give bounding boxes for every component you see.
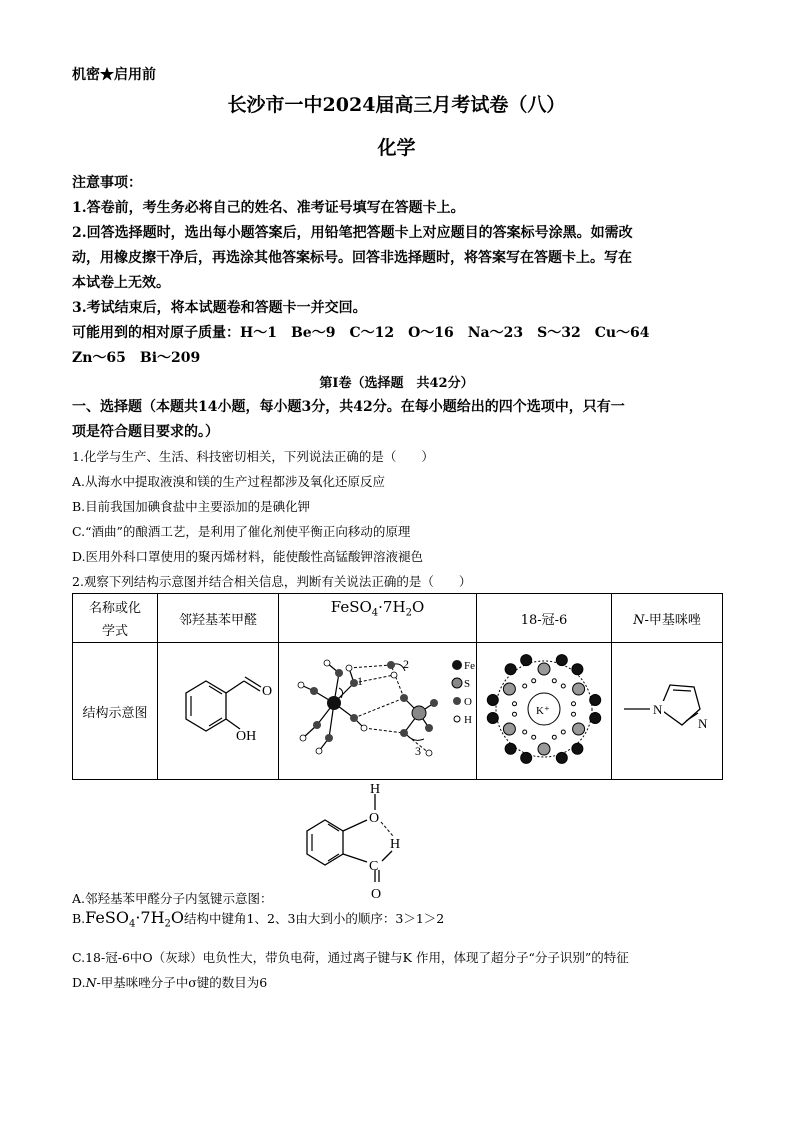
- section-intro-line2: 项是符合题目要求的。）: [72, 424, 219, 440]
- note-3: 3.考试结束后，将本试题卷和答题卡一并交回。: [72, 300, 367, 316]
- q2-d-italic: N: [85, 975, 97, 990]
- crown-carbon-atom: [556, 752, 567, 763]
- note-1: 1.答卷前，考生务必将自己的姓名、准考证号填写在答题卡上。: [72, 200, 465, 216]
- cell-salicylaldehyde-structure: [158, 643, 279, 780]
- q2-d-prefix: D.: [72, 975, 86, 990]
- q2-d-rest: -甲基咪唑分子中σ键的数目为6: [96, 975, 268, 990]
- hydroxyl-label: OH: [236, 729, 257, 744]
- q2-b-prefix: B.: [72, 911, 86, 926]
- crown-carbon-atom: [505, 743, 516, 754]
- legend-o: O: [464, 696, 472, 708]
- crown-hydrogen-atom: [513, 702, 517, 706]
- crown-ether-structure: [477, 643, 612, 775]
- angle-1-label: 1: [357, 674, 363, 688]
- imid-italic-n: N: [633, 612, 645, 628]
- col-crown-ether: 18-冠-6: [477, 594, 612, 643]
- feso4-sub2: 2: [405, 607, 412, 619]
- q2-option-d: [72, 973, 267, 991]
- page-title: 长沙市一中2024届高三月考试卷（八）: [227, 94, 566, 116]
- q1-option-c: C.“酒曲”的酿酒工艺，是利用了催化剂使平衡正向移动的原理: [72, 524, 411, 539]
- crown-carbon-atom: [572, 743, 583, 754]
- crown-carbon-atom: [487, 695, 498, 706]
- crown-carbon-atom: [590, 713, 601, 724]
- secret-label: 机密★启用前: [72, 67, 156, 83]
- row-label-structure: 结构示意图: [73, 643, 158, 780]
- angle-3-label: 3: [415, 744, 421, 758]
- col-feso4: [279, 594, 477, 643]
- feso4-sub1: 4: [371, 607, 379, 619]
- legend-h: H: [464, 714, 472, 726]
- q2-stem: 2.观察下列结构示意图并结合相关信息，判断有关说法正确的是（ ）: [72, 574, 472, 589]
- legend-fe: Fe: [464, 660, 475, 672]
- crown-hydrogen-atom: [572, 702, 576, 706]
- note-2-line2: 动，用橡皮擦干净后，再选涂其他答案标号。回答非选择题时，将答案写在答题卡上。写在: [72, 250, 632, 266]
- cell-feso4-structure: [279, 643, 477, 780]
- carbonyl-o-label: O: [262, 684, 273, 699]
- crown-hydrogen-atom: [523, 730, 527, 734]
- structure-table: [72, 593, 723, 780]
- subject-title: 化学: [377, 137, 416, 159]
- imid-rest: -甲基咪唑: [644, 612, 701, 628]
- feso4-main: FeSO: [330, 598, 372, 616]
- crown-oxygen-atom: [503, 683, 515, 695]
- hbond-o1-label: O: [369, 811, 380, 826]
- crown-hydrogen-atom: [561, 684, 565, 688]
- crown-oxygen-atom: [538, 743, 550, 755]
- hbond-h2-label: H: [390, 837, 401, 852]
- crown-hydrogen-atom: [532, 735, 536, 739]
- section-title: 第Ⅰ卷（选择题 共42分）: [319, 376, 474, 391]
- col-methylimidazole: [612, 594, 723, 643]
- atomic-mass-line1: 可能用到的相对原子质量：H～1 Be～9 C～12 O～16 Na～23 S～32 Cu～64: [72, 325, 650, 341]
- crown-hydrogen-atom: [561, 730, 565, 734]
- crown-hydrogen-atom: [523, 684, 527, 688]
- feso4-structure: [279, 643, 477, 775]
- crown-hydrogen-atom: [572, 712, 576, 716]
- notes-heading: 注意事项：: [72, 175, 142, 191]
- crown-oxygen-atom: [573, 723, 585, 735]
- q2-option-c: C.18-冠-6中O（灰球）电负性大，带负电荷，通过离子键与K 作用，体现了超分子“分子识别”的特征: [72, 950, 629, 965]
- crown-carbon-atom: [590, 695, 601, 706]
- q2-b-formula-main: FeSO: [85, 908, 129, 927]
- atomic-mass-line2: Zn～65 Bi～209: [72, 350, 201, 366]
- crown-hydrogen-atom: [552, 735, 556, 739]
- angle-2-label: 2: [403, 657, 409, 671]
- hydrogen-bond-diagram: [285, 780, 425, 905]
- imidazole-n1-label: N: [653, 702, 663, 717]
- cell-imidazole-structure: [612, 643, 723, 780]
- hbond-c-label: C: [369, 859, 379, 874]
- crown-hydrogen-atom: [552, 679, 556, 683]
- row-label-name: [73, 594, 158, 643]
- col-salicylaldehyde: 邻羟基苯甲醛: [158, 594, 279, 643]
- cell-crown-structure: [477, 643, 612, 780]
- q2-option-b: [72, 908, 444, 930]
- legend-s: S: [464, 678, 471, 690]
- imidazole-n3-label: N: [698, 716, 708, 731]
- crown-hydrogen-atom: [513, 712, 517, 716]
- feso4-mid: ·7H: [378, 598, 406, 616]
- hbond-h1-label: H: [370, 782, 381, 797]
- q1-option-a: A.从海水中提取液溴和镁的生产过程都涉及氧化还原反应: [72, 474, 386, 489]
- note-2-line3: 本试卷上无效。: [72, 275, 170, 291]
- crown-carbon-atom: [487, 713, 498, 724]
- crown-oxygen-atom: [503, 723, 515, 735]
- methylimidazole-structure: [612, 643, 723, 775]
- q1-stem: 1.化学与生产、生活、科技密切相关，下列说法正确的是（ ）: [72, 449, 434, 464]
- crown-carbon-atom: [572, 664, 583, 675]
- section-intro-line1: 一、选择题（本题共14小题，每小题3分，共42分。在每小题给出的四个选项中，只有一: [72, 399, 625, 415]
- row-label-name-line1: 名称或化: [88, 601, 141, 616]
- note-2-line1: 2.回答选择题时，选出每小题答案后，用铅笔把答题卡上对应题目的答案标号涂黑。如需改: [72, 225, 633, 241]
- crown-carbon-atom: [521, 655, 532, 666]
- salicylaldehyde-structure: [158, 643, 279, 775]
- row-label-name-line2: 学式: [101, 624, 128, 639]
- q1-option-d: D.医用外科口罩使用的聚丙烯材料，能使酸性高锰酸钾溶液褪色: [72, 549, 424, 564]
- q2-option-a: A.邻羟基苯甲醛分子内氢键示意图：: [72, 891, 273, 906]
- potassium-label: K⁺: [536, 705, 550, 717]
- crown-oxygen-atom: [573, 683, 585, 695]
- q2-b-formula-sub1: 4: [128, 918, 136, 930]
- hbond-o2-label: O: [371, 887, 382, 902]
- crown-carbon-atom: [521, 752, 532, 763]
- q1-option-b: B.目前我国加碘食盐中主要添加的是碘化钾: [72, 499, 311, 514]
- crown-hydrogen-atom: [532, 679, 536, 683]
- feso4-end: O: [411, 598, 425, 616]
- q2-b-rest: 结构中键角1、2、3由大到小的顺序：3＞1＞2: [184, 911, 445, 926]
- q2-b-formula-sub2: 2: [164, 918, 171, 930]
- crown-oxygen-atom: [538, 663, 550, 675]
- q2-b-formula-end: O: [170, 908, 185, 927]
- q2-b-formula-mid: ·7H: [135, 908, 165, 927]
- crown-carbon-atom: [505, 664, 516, 675]
- crown-carbon-atom: [556, 655, 567, 666]
